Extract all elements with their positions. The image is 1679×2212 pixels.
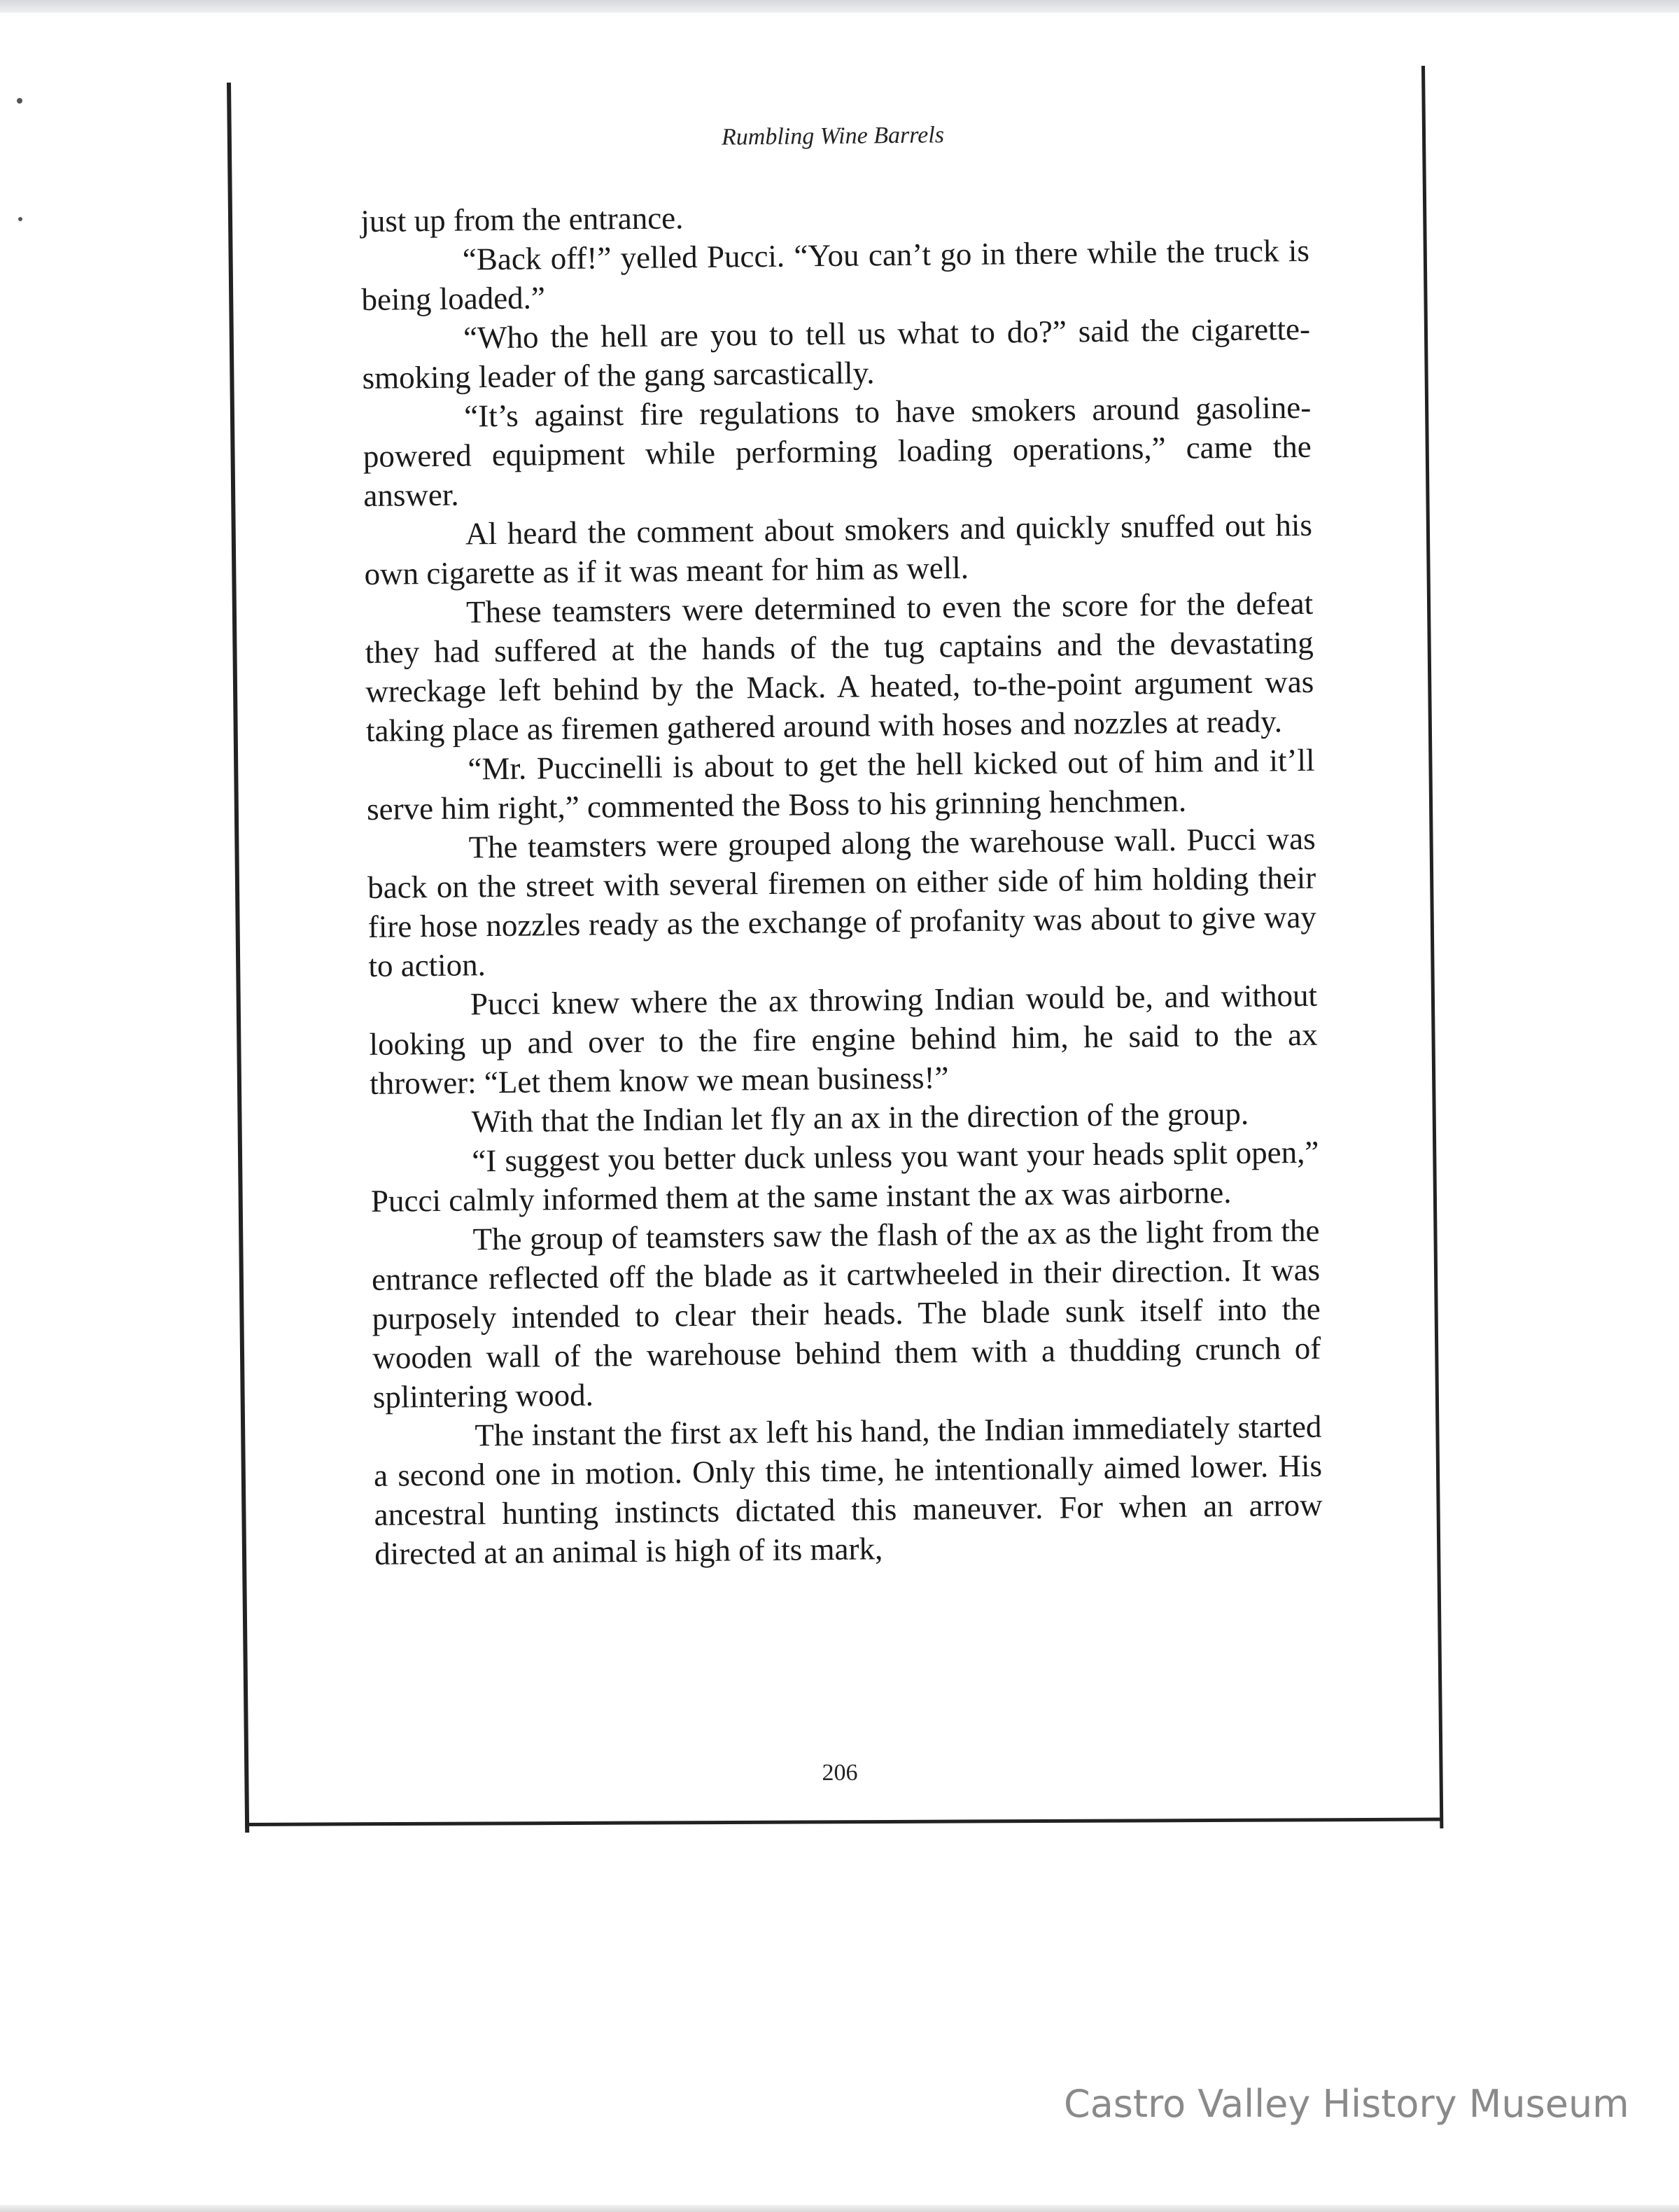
scan-bottom-shadow bbox=[0, 2205, 1679, 2212]
scan-speck bbox=[18, 217, 22, 221]
paragraph: “Back off!” yelled Pucci. “You can’t go in there while the truck is being loaded.” bbox=[361, 232, 1310, 317]
paragraph: With that the Indian let fly an ax in the direction of the group. bbox=[471, 1096, 1249, 1140]
paragraph: “It’s against fire regulations to have smokers around gasoline-powered equipment while performing loading operations,” came the answer. bbox=[363, 389, 1312, 513]
paragraph: “I suggest you better duck unless you want your heads split open,” Pucci calmly informed them at the same instant the ax was airborne. bbox=[370, 1134, 1319, 1219]
page-frame-right-border bbox=[1421, 66, 1443, 1828]
page-frame-bottom-border bbox=[245, 1818, 1442, 1826]
paragraph: The group of teamsters saw the flash of the ax as the light from the entrance reflected off the blade as it cartwheeled in their direction. It was purposely intended to clear their heads. The blade sunk itself into the wooden wall of the warehouse behind them with a thudding crunch of splintering wood. bbox=[371, 1212, 1321, 1415]
page-frame-left-border bbox=[227, 83, 249, 1833]
paragraph: “Mr. Puccinelli is about to get the hell kicked out of him and it’ll serve him right,” commented the Boss to his grinning henchmen. bbox=[366, 742, 1315, 827]
running-head: Rumbling Wine Barrels bbox=[721, 122, 945, 150]
paragraph: just up from the entrance. bbox=[360, 200, 684, 239]
scan-top-shadow bbox=[0, 0, 1679, 13]
paragraph: Al heard the comment about smokers and quickly snuffed out his own cigarette as if it was meant for him as well. bbox=[364, 507, 1313, 592]
paragraph: Pucci knew where the ax throwing Indian would be, and without looking up and over to the fire engine behind him, he said to the ax thrower: “Let them know we mean business!” bbox=[369, 977, 1318, 1101]
paragraph: These teamsters were determined to even the score for the defeat they had suffered at the hands of the tug captains and the devastating wreckage left behind by the Mack. A heated, to-the-point argument was taking place as firemen gathered around with hoses and nozzles at ready. bbox=[365, 585, 1314, 748]
paragraph: The instant the first ax left his hand, the Indian immediately started a second one in motion. Only this time, he intentionally aimed lower. His ancestral hunting instincts dictated this maneuver. For when an arrow directed at an animal is high of its mark, bbox=[373, 1408, 1323, 1572]
body-text bbox=[360, 192, 1323, 1574]
paragraph: “Who the hell are you to tell us what to do?” said the cigarette-smoking leader of the gang sarcastically. bbox=[362, 311, 1311, 396]
museum-watermark: Castro Valley History Museum bbox=[1064, 2082, 1629, 2126]
paragraph: The teamsters were grouped along the warehouse wall. Pucci was back on the street with several firemen on either side of him holding their fire hose nozzles ready as the exchange of profanity was about to give way to action. bbox=[367, 820, 1317, 983]
scan-speck bbox=[17, 98, 22, 104]
page-number: 206 bbox=[822, 1760, 858, 1786]
